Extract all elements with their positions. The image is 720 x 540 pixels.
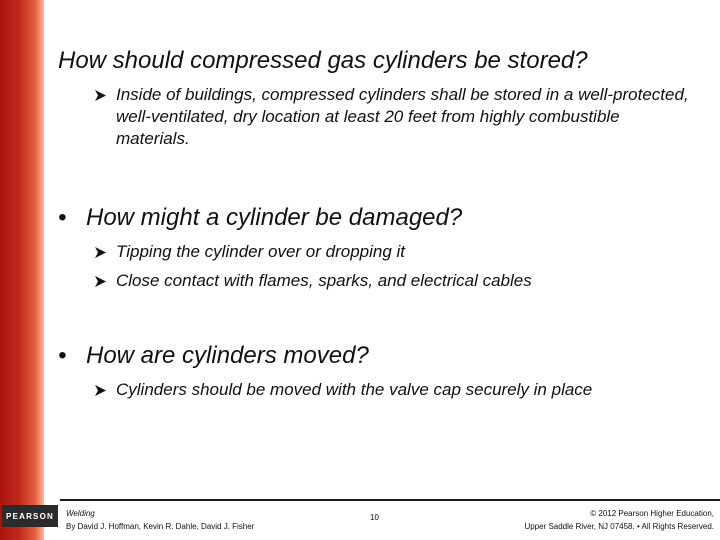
pearson-logo: PEARSON	[2, 505, 58, 527]
footer-divider	[60, 499, 720, 501]
title-answer: Inside of buildings, compressed cylinders shall be stored in a well-protected, well-ventilated, dry location at least 20 feet from highly combustible materials.	[116, 85, 689, 148]
question-text: How are cylinders moved?	[86, 342, 369, 369]
bullet-dot: •	[58, 342, 67, 369]
arrowhead-icon	[94, 241, 116, 263]
page-number: 10	[370, 513, 379, 522]
answer-text: Cylinders should be moved with the valve cap securely in place	[116, 380, 593, 399]
sub-bullet-item	[94, 379, 694, 401]
book-title: Welding	[66, 509, 95, 518]
slide-title: How should compressed gas cylinders be stored?	[58, 47, 588, 74]
question-bullet	[58, 341, 369, 371]
question-text: How might a cylinder be damaged?	[86, 204, 463, 231]
answer-text: Tipping the cylinder over or dropping it	[116, 242, 406, 261]
sub-bullet-item	[94, 241, 694, 263]
bullet-dot: •	[58, 204, 67, 231]
arrowhead-icon	[94, 270, 116, 292]
question-bullet	[58, 203, 462, 233]
copyright-line-1: © 2012 Pearson Higher Education,	[590, 509, 714, 518]
arrowhead-icon	[94, 84, 116, 106]
book-authors: By David J. Hoffman, Kevin R. Dahle, David J. Fisher	[66, 522, 255, 531]
arrowhead-icon	[94, 379, 116, 401]
sub-bullet-item	[94, 270, 694, 292]
copyright-line-2: Upper Saddle River, NJ 07458. • All Rights Reserved.	[524, 522, 714, 531]
answer-text: Close contact with flames, sparks, and electrical cables	[116, 271, 532, 290]
sub-bullet-item	[94, 84, 694, 150]
footer-copyright	[524, 507, 714, 533]
left-accent-bar	[0, 0, 44, 540]
footer-book-info	[66, 507, 254, 533]
